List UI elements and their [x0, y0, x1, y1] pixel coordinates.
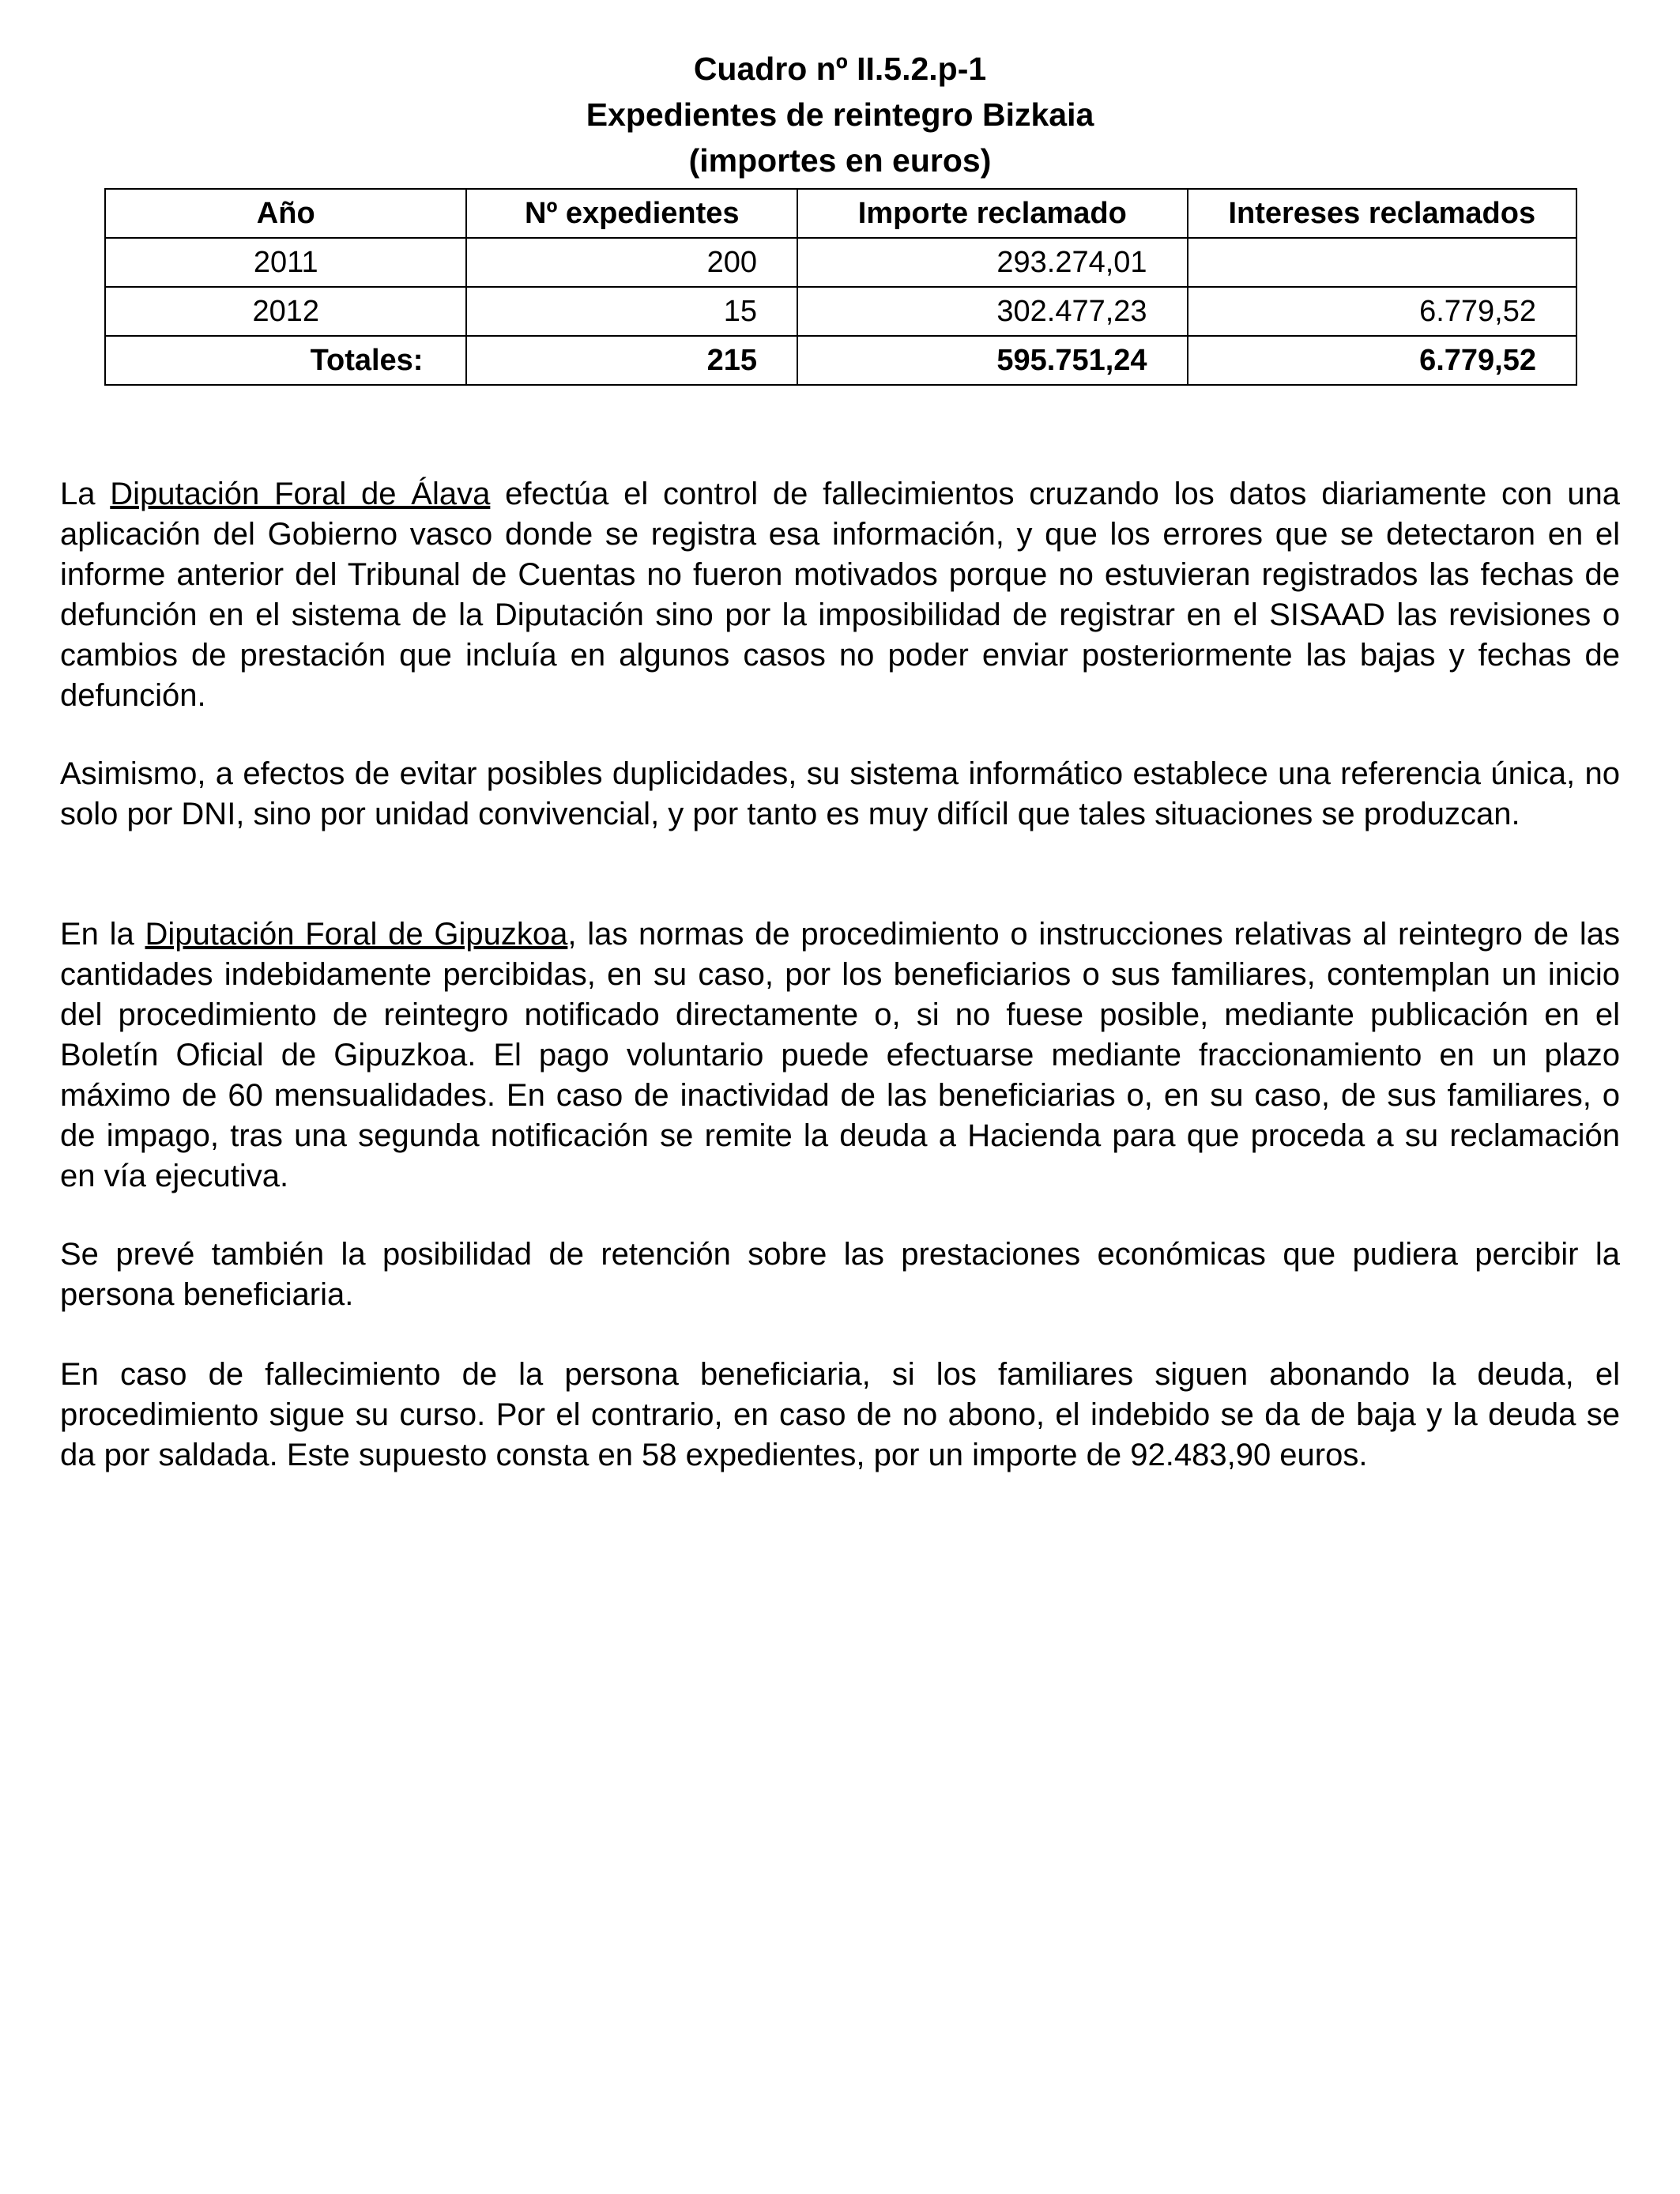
paragraph-gipuzkoa-body: , las normas de procedimiento o instrucciones relativas al reintegro de las cantidades indebidamente percibidas, en su caso, por los beneficiarios o sus familiares, contemplan un inicio del procedimiento de reintegro notificado directamente o, si no fuese posible, mediante publicación en el Boletín Oficial de Gipuzkoa. El pago voluntario puede efectuarse mediante fraccionamiento en un plazo máximo de 60 mensualidades. En caso de inactividad de las beneficiarias o, en su caso, de sus familiares, o de impago, tras una segunda notificación se remite la deuda a Hacienda para que proceda a su reclamación en vía ejecutiva. — [60, 917, 1621, 1193]
cell-year: 2011 — [105, 238, 466, 287]
paragraph-alava — [60, 474, 1620, 716]
table-caption — [0, 46, 1680, 183]
table-header-row — [105, 189, 1576, 238]
totals-label: Totales: — [105, 336, 466, 385]
cell-expedientes: 15 — [466, 287, 797, 336]
cell-expedientes: 200 — [466, 238, 797, 287]
cell-importe: 293.274,01 — [797, 238, 1187, 287]
column-header-year: Año — [105, 189, 466, 238]
table-totals-row — [105, 336, 1576, 385]
cell-intereses: 6.779,52 — [1188, 287, 1576, 336]
totals-expedientes: 215 — [466, 336, 797, 385]
totals-importe: 595.751,24 — [797, 336, 1187, 385]
cell-importe: 302.477,23 — [797, 287, 1187, 336]
paragraph-fallecimiento: En caso de fallecimiento de la persona beneficiaria, si los familiares siguen abonando la deuda, el procedimiento sigue su curso. Por el contrario, en caso de no abono, el indebido se da de baja y la deuda se da por saldada. Este supuesto consta en 58 expedientes, por un importe de 92.483,90 euros. — [60, 1357, 1620, 1472]
paragraph-gipuzkoa — [60, 914, 1620, 1197]
column-header-importe: Importe reclamado — [797, 189, 1187, 238]
entity-alava: Diputación Foral de Álava — [110, 477, 491, 511]
table-row — [105, 238, 1576, 287]
totals-intereses: 6.779,52 — [1188, 336, 1576, 385]
table-row — [105, 287, 1576, 336]
paragraph-duplicidades: Asimismo, a efectos de evitar posibles duplicidades, su sistema informático establece una referencia única, no solo por DNI, sino por unidad convivencial, y por tanto es muy difícil que tales situaciones se produzcan. — [60, 756, 1620, 831]
paragraph-alava-prefix: La — [60, 477, 111, 511]
caption-title: Expedientes de reintegro Bizkaia — [586, 96, 1094, 133]
cell-intereses — [1188, 238, 1576, 287]
caption-number: Cuadro nº II.5.2.p-1 — [693, 51, 987, 87]
cell-year: 2012 — [105, 287, 466, 336]
column-header-intereses: Intereses reclamados — [1188, 189, 1576, 238]
entity-gipuzkoa: Diputación Foral de Gipuzkoa — [145, 917, 568, 952]
paragraph-retencion: Se prevé también la posibilidad de retención sobre las prestaciones económicas que pudiera percibir la persona beneficiaria. — [60, 1237, 1620, 1312]
paragraph-alava-body: efectúa el control de fallecimientos cruzando los datos diariamente con una aplicación del Gobierno vasco donde se registra esa información, y que los errores que se detectaron en el informe anterior del Tribunal de Cuentas no fueron motivados porque no estuvieran registrados las fechas de defunción en el sistema de la Diputación sino por la imposibilidad de registrar en el SISAAD las revisiones o cambios de prestación que incluía en algunos casos no poder enviar posteriormente las bajas y fechas de defunción. — [60, 477, 1621, 713]
caption-units: (importes en euros) — [688, 142, 992, 179]
paragraph-gipuzkoa-prefix: En la — [60, 917, 145, 952]
reintegro-table — [104, 188, 1577, 386]
column-header-expedientes: Nº expedientes — [466, 189, 797, 238]
